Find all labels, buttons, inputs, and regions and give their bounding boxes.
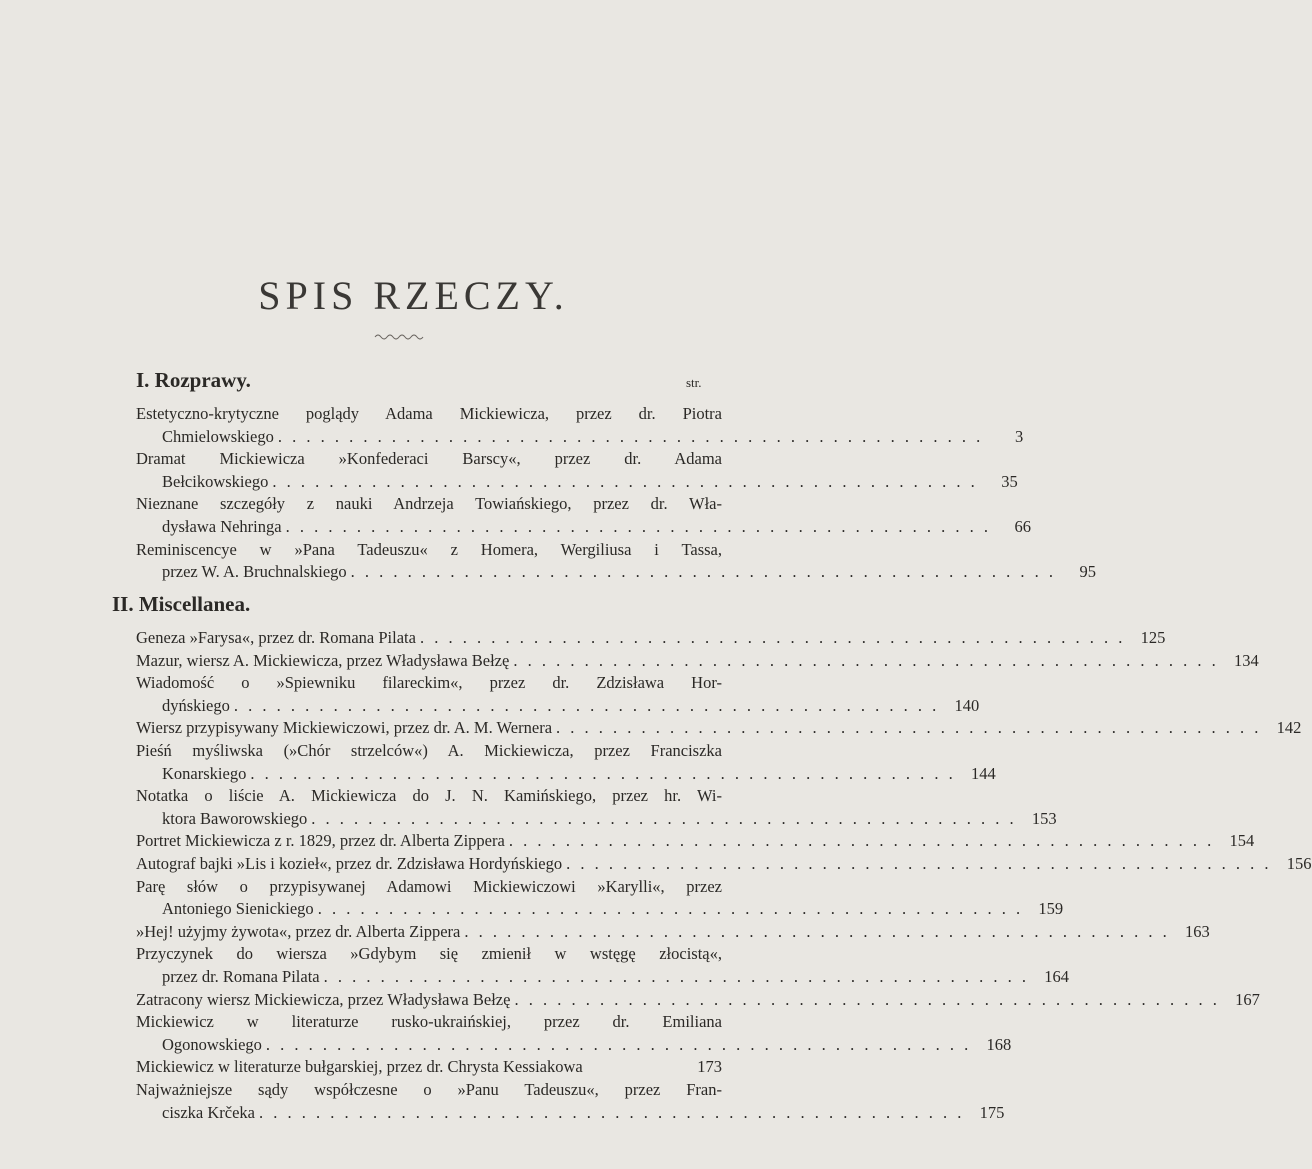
dot-leader [583, 1056, 682, 1078]
page-number: 156 [1286, 854, 1312, 873]
toc-line [162, 561, 1097, 583]
entry-title-continuation: ciszka Krčeka [162, 1102, 255, 1122]
dot-leader: . . . . . . . . . . . . . . . . . . . . . . . . . . . . . . . . . . . . . . . . . . . . . . . . . . [419, 628, 1126, 647]
toc-line [162, 1034, 1012, 1056]
entry-title-line: Przyczynek do wiersza »Gdybym się zmienił w wstęgę złocistą«, [136, 944, 722, 964]
toc-line [136, 921, 1210, 943]
section-heading-miscellanea: II. Miscellanea. [112, 592, 251, 616]
dot-leader: . . . . . . . . . . . . . . . . . . . . . . . . . . . . . . . . . . . . . . . . . . . . . . . . . . [317, 899, 1024, 919]
entry-title-line: Nieznane szczegóły z nauki Andrzeja Towiańskiego, przez dr. Wła- [136, 494, 722, 514]
entry-title-continuation: ktora Baworowskiego [162, 808, 308, 828]
dot-leader: . . . . . . . . . . . . . . . . . . . . . . . . . . . . . . . . . . . . . . . . . . . . . . . . . . [285, 516, 991, 536]
page-column-label: str. [686, 375, 702, 390]
entry-title-continuation: Chmielowskiego [162, 426, 274, 446]
entry-title: Mickiewicz w literaturze bułgarskiej, przez dr. Chrysta Kessiakowa [136, 1057, 583, 1077]
toc-line [136, 650, 1259, 672]
entry-title-continuation: dyńskiego [162, 695, 230, 715]
dot-leader: . . . . . . . . . . . . . . . . . . . . . . . . . . . . . . . . . . . . . . . . . . . . . . . . . . [311, 808, 1017, 828]
entry-title-line: Notatka o liście A. Mickiewicza do J. N. Kamińskiego, przez hr. Wi- [136, 786, 722, 806]
page-number: 134 [1233, 650, 1259, 670]
entry-title: Zatracony wiersz Mickiewicza, przez Władysława Bełzę [136, 989, 511, 1009]
page-number: 167 [1235, 989, 1260, 1009]
page-number: 159 [1038, 899, 1064, 919]
entry-title: Autograf bajki »Lis i kozieł«, przez dr. Zdzisława Hordyńskiego [136, 854, 563, 873]
entry-title-line: Najważniejsze sądy współczesne o »Panu Tadeuszu«, przez Fran- [136, 1080, 722, 1099]
entry-title: Portret Mickiewicza z r. 1829, przez dr. Alberta Zippera [136, 831, 505, 851]
entry-title-line: Parę słów o przypisywanej Adamowi Mickiewiczowi »Karylli«, przez [136, 876, 722, 896]
page-number: 144 [970, 763, 996, 783]
toc-line [136, 627, 1166, 649]
dot-leader: . . . . . . . . . . . . . . . . . . . . . . . . . . . . . . . . . . . . . . . . . . . . . . . . . . [350, 562, 1057, 582]
dot-leader: . . . . . . . . . . . . . . . . . . . . . . . . . . . . . . . . . . . . . . . . . . . . . . . . . . [233, 695, 940, 715]
page-number: 173 [697, 1057, 722, 1077]
entry-title-line: Pieśń myśliwska (»Chór strzelców«) A. Mickiewicza, przez Franciszka [136, 741, 722, 760]
page-number: 142 [1276, 718, 1302, 738]
page-number: 125 [1140, 628, 1166, 647]
entry-title: Geneza »Farysa«, przez dr. Romana Pilata [136, 628, 416, 647]
page-number: 168 [986, 1034, 1012, 1054]
entry-title-continuation: Antoniego Sienickiego [162, 899, 314, 919]
dot-leader: . . . . . . . . . . . . . . . . . . . . . . . . . . . . . . . . . . . . . . . . . . . . . . . . . . [464, 921, 1170, 941]
page-number: 175 [979, 1102, 1005, 1122]
toc-line [162, 471, 1018, 493]
dot-leader: . . . . . . . . . . . . . . . . . . . . . . . . . . . . . . . . . . . . . . . . . . . . . . . . . . [258, 1102, 965, 1122]
dot-leader: . . . . . . . . . . . . . . . . . . . . . . . . . . . . . . . . . . . . . . . . . . . . . . . . . . [508, 831, 1215, 851]
dot-leader: . . . . . . . . . . . . . . . . . . . . . . . . . . . . . . . . . . . . . . . . . . . . . . . . . . [277, 426, 984, 446]
entry-title-line: Mickiewicz w literaturze rusko-ukraińskiej, przez dr. Emiliana [136, 1012, 722, 1032]
entry-title-line: Wiadomość o »Spiewniku filareckim«, przez dr. Zdzisława Hor- [136, 673, 722, 693]
entry-title: »Hej! użyjmy żywota«, przez dr. Alberta Zippera [136, 921, 461, 941]
toc-line [162, 695, 980, 717]
page-number: 153 [1031, 808, 1057, 828]
page-number: 3 [1014, 426, 1024, 446]
toc-line [136, 989, 1260, 1011]
section-heading-rozprawy: I. Rozprawy. [136, 368, 251, 392]
entry-title-continuation: dysława Nehringa [162, 516, 282, 536]
dot-leader: . . . . . . . . . . . . . . . . . . . . . . . . . . . . . . . . . . . . . . . . . . . . . . . . . . [566, 854, 1272, 873]
entry-title: Wiersz przypisywany Mickiewiczowi, przez dr. A. M. Wernera [136, 718, 553, 738]
dot-leader: . . . . . . . . . . . . . . . . . . . . . . . . . . . . . . . . . . . . . . . . . . . . . . . . . . [272, 471, 978, 491]
page-number: 154 [1229, 831, 1255, 851]
toc-line [162, 426, 1024, 448]
entry-title-continuation: przez dr. Romana Pilata [162, 966, 320, 986]
dot-leader: . . . . . . . . . . . . . . . . . . . . . . . . . . . . . . . . . . . . . . . . . . . . . . . . . . [323, 966, 1029, 986]
page-number: 140 [954, 695, 980, 715]
page-number: 163 [1185, 921, 1210, 941]
entry-title-line: Dramat Mickiewicza »Konfederaci Barscy«, przez dr. Adama [136, 449, 722, 469]
entry-title-continuation: Konarskiego [162, 763, 247, 783]
wavy-ornament-icon [373, 332, 429, 342]
entry-title: Mazur, wiersz A. Mickiewicza, przez Władysława Bełzę [136, 650, 510, 670]
dot-leader: . . . . . . . . . . . . . . . . . . . . . . . . . . . . . . . . . . . . . . . . . . . . . . . . . . [250, 763, 956, 783]
dot-leader: . . . . . . . . . . . . . . . . . . . . . . . . . . . . . . . . . . . . . . . . . . . . . . . . . . [514, 989, 1220, 1009]
toc-line [136, 830, 1255, 852]
dot-leader: . . . . . . . . . . . . . . . . . . . . . . . . . . . . . . . . . . . . . . . . . . . . . . . . . . [513, 650, 1219, 670]
page-number: 95 [1079, 562, 1097, 582]
entry-title-continuation: Bełcikowskiego [162, 471, 269, 491]
entry-title-line: Estetyczno-krytyczne poglądy Adama Mickiewicza, przez dr. Piotra [136, 404, 722, 423]
toc-line [136, 853, 1312, 875]
dot-leader: . . . . . . . . . . . . . . . . . . . . . . . . . . . . . . . . . . . . . . . . . . . . . . . . . . [265, 1034, 972, 1054]
page-number: 35 [1001, 471, 1018, 491]
toc-line [162, 763, 996, 785]
page-title: SPIS RZECZY. [258, 273, 569, 318]
toc-line [162, 966, 1069, 988]
toc-line [162, 898, 1064, 920]
entry-title-line: Reminiscencye w »Pana Tadeuszu« z Homera, Wergiliusa i Tassa, [136, 539, 722, 559]
toc-line [162, 516, 1031, 538]
toc-line [162, 1102, 1005, 1124]
toc-line [136, 1056, 722, 1078]
toc-line [136, 717, 1302, 739]
entry-title-continuation: Ogonowskiego [162, 1034, 262, 1054]
dot-leader: . . . . . . . . . . . . . . . . . . . . . . . . . . . . . . . . . . . . . . . . . . . . . . . . . . [556, 718, 1262, 738]
toc-line [162, 808, 1057, 830]
entry-title-continuation: przez W. A. Bruchnalskiego [162, 562, 347, 582]
page-number: 66 [1014, 516, 1031, 536]
page-number: 164 [1044, 966, 1069, 986]
